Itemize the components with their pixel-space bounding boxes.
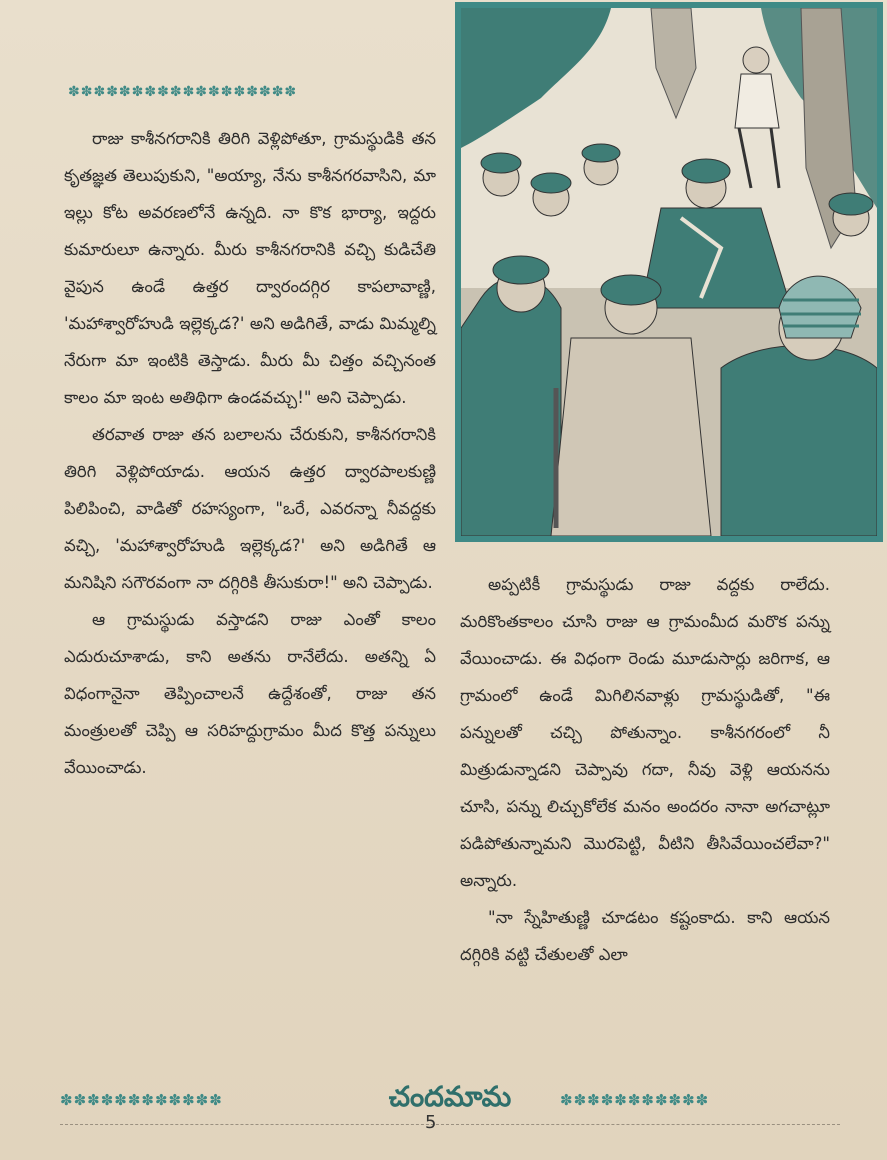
paragraph: రాజు కాశీనగరానికి తిరిగి వెళ్లిపోతూ, గ్రామస్థుడికి తన కృతజ్ఞత తెలుపుకుని, "అయ్యా, నేను కాశీనగరవాసిని, మా ఇల్లు కోట అవరణలోనే ఉన్నది. నా కొక భార్యా, ఇద్దరు కుమారులూ ఉన్నారు. మీరు కాశీనగరానికి వచ్చి కుడిచేతి వైపున ఉండే ఉత్తర ద్వారందగ్గిర కాపలావాణ్ణి, 'మహాశ్వారోహుడి ఇల్లెక్కడ?' అని అడిగితే, వాడు మిమ్మల్ని నేరుగా మా ఇంటికి తెస్తాడు. మీరు మీ చిత్తం వచ్చినంత కాలం మా ఇంట అతిథిగా ఉండవచ్చు!" అని చెప్పాడు. [64,129,436,407]
top-ornament: ✽✽✽✽✽✽✽✽✽✽✽✽✽✽✽✽✽✽ [68,84,298,100]
paragraph: తరవాత రాజు తన బలాలను చేరుకుని, కాశీనగరానికి తిరిగి వెళ్లిపోయాడు. ఆయన ఉత్తర ద్వారపాలకుణ్ణి పిలిపించి, వాడితో రహస్యంగా, "ఒరే, ఎవరన్నా నీవద్దకు వచ్చి, 'మహాశ్వారోహుడి ఇల్లెక్కడ?' అని అడిగితే ఆ మనిషిని సగౌరవంగా నా దగ్గిరికి తీసుకురా!" అని చెప్పాడు. [64,425,436,592]
page-number: 5 [425,1112,437,1133]
footer-ornament-left: ✽✽✽✽✽✽✽✽✽✽✽✽ [60,1091,223,1109]
footer-ornament-right: ✽✽✽✽✽✽✽✽✽✽✽ [560,1091,710,1109]
story-illustration [455,2,883,542]
paragraph: అప్పటికీ గ్రామస్థుడు రాజు వద్దకు రాలేదు. మరికొంతకాలం చూసి రాజు ఆ గ్రామంమీద మరొక పన్ను వేయించాడు. ఈ విధంగా రెండు మూడుసార్లు జరిగాక, ఆ గ్రామంలో ఉండే మిగిలినవాళ్లు గ్రామస్థుడితో, "ఈ పన్నులతో చచ్చి పోతున్నాం. కాశీనగరంలో నీ మిత్రుడున్నాడని చెప్పావు గదా, నీవు వెళ్లి ఆయనను చూసి, పన్ను లిచ్చుకోలేక మనం అందరం నానా అగచాట్లూ పడిపోతున్నామని మొరపెట్టి, వీటిని తీసివేయించలేవా?" అన్నారు. [460,575,830,890]
footer-divider [60,1124,840,1125]
left-text-column [64,120,436,786]
magazine-title: చందమామ [388,1080,512,1113]
illustration-villagers-gathering [461,8,877,536]
page-footer [60,1080,840,1120]
paragraph: ఆ గ్రామస్థుడు వస్తాడని రాజు ఎంతో కాలం ఎదురుచూశాడు, కాని అతను రానేలేదు. అతన్ని ఏ విధంగానైనా తెప్పించాలనే ఉద్దేశంతో, రాజు తన మంత్రులతో చెప్పి ఆ సరిహద్దుగ్రామం మీద కొత్త పన్నులు వేయించాడు. [64,610,436,777]
right-text-column [460,566,830,973]
paragraph: "నా స్నేహితుణ్ణి చూడటం కష్టంకాదు. కాని ఆయన దగ్గిరికి వట్టి చేతులతో ఎలా [460,908,830,964]
